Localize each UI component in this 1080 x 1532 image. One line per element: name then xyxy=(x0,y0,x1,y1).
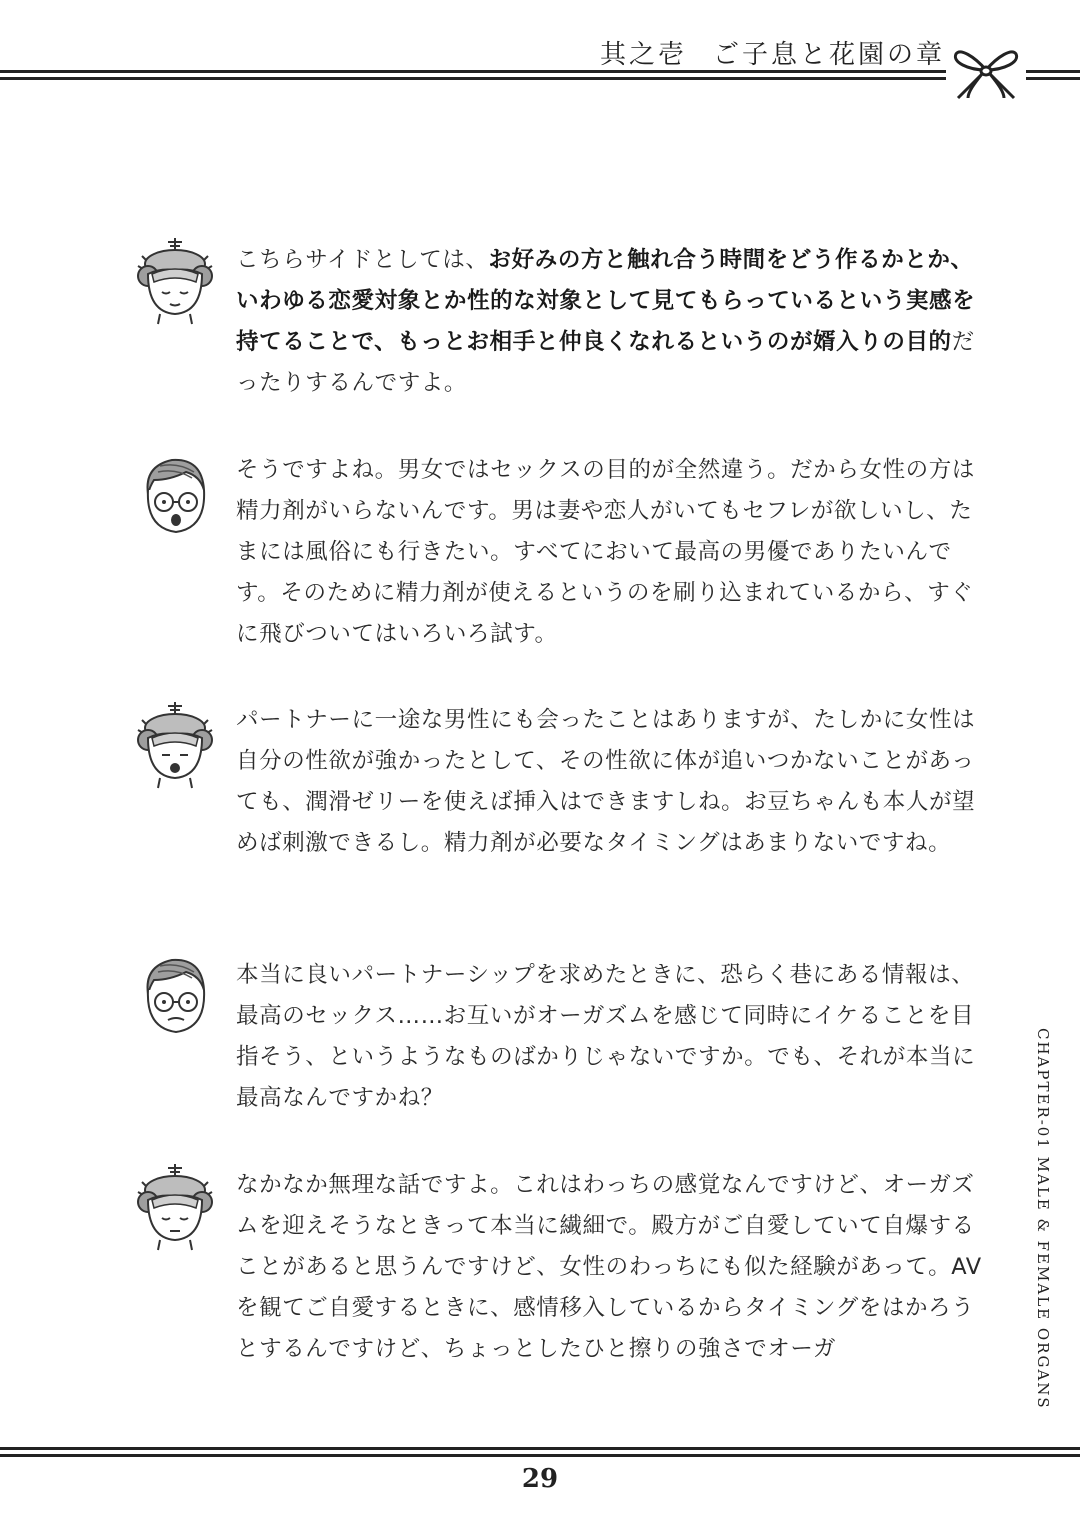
emphasis-text: お好みの方と触れ合う時間をどう作るかとか、いわゆる恋愛対象とか性的な対象として見てもらっているという実感を持てることで、もっとお相手と仲良くなれるというのが婿入りの目的 xyxy=(236,247,976,355)
chapter-label: 其之壱 xyxy=(600,40,688,70)
dialogue-text xyxy=(236,450,984,655)
dialogue-text xyxy=(236,1165,984,1370)
header-rule-bottom xyxy=(0,77,1080,80)
text-segment: そうですよね。男女ではセックスの目的が全然違う。だから女性の方は精力剤がいらないんです。男は妻や恋人がいてもセフレが欲しいし、たまには風俗にも行きたい。すべてにおいて最高の男優でありたいんです。そのために精力剤が使えるというのを刷り込まれているから、すぐに飛びついてはいろいろ試す。 xyxy=(236,457,975,647)
ribbon-bow-icon xyxy=(946,40,1026,102)
text-segment: こちらサイドとしては、 xyxy=(236,247,489,273)
dialogue-text xyxy=(236,955,984,1119)
oiran-avatar-icon xyxy=(130,236,220,326)
text-segment: パートナーに一途な男性にも会ったことはありますが、たしかに女性は自分の性欲が強かったとして、その性欲に体が追いつかないことがあっても、潤滑ゼリーを使えば挿入はできますしね。お豆ちゃんも本人が望めば刺激できるし。精力剤が必要なタイミングはあまりないですね。 xyxy=(236,707,976,856)
oiran-avatar-icon xyxy=(130,700,220,790)
text-segment: なかなか無理な話ですよ。これはわっちの感覚なんですけど、オーガズムを迎えそうなときって本当に繊細で。殿方がご自愛していて自爆することがあると思うんですけど、女性のわっちにも似た経験があって。AVを観てご自愛するときに、感情移入しているからタイミングをはかろうとするんですけど、ちょっとしたひと擦りの強さでオーガ xyxy=(236,1172,982,1362)
page-number: 29 xyxy=(521,1464,559,1494)
text-segment: 本当に良いパートナーシップを求めたときに、恐らく巷にある情報は、最高のセックス……お互いがオーガズムを感じて同時にイケることを目指そう、というようなものばかりじゃないですか。でも、それが本当に最高なんですかね？ xyxy=(236,962,976,1111)
man-avatar-icon xyxy=(130,950,220,1040)
chapter-side-label: CHAPTER-01 MALE & FEMALE ORGANS xyxy=(1034,1028,1052,1410)
dialogue-text xyxy=(236,700,984,864)
man-avatar-icon xyxy=(130,450,220,540)
footer-rule-top xyxy=(0,1447,1080,1450)
dialogue-text xyxy=(236,240,984,404)
header-rule-top xyxy=(0,70,1080,73)
oiran-avatar-icon xyxy=(130,1162,220,1252)
text-segment: だったりするんですよ。 xyxy=(236,329,975,396)
chapter-title: ご子息と花園の章 xyxy=(713,40,946,70)
running-header xyxy=(600,34,945,71)
footer-rule-bottom xyxy=(0,1454,1080,1457)
